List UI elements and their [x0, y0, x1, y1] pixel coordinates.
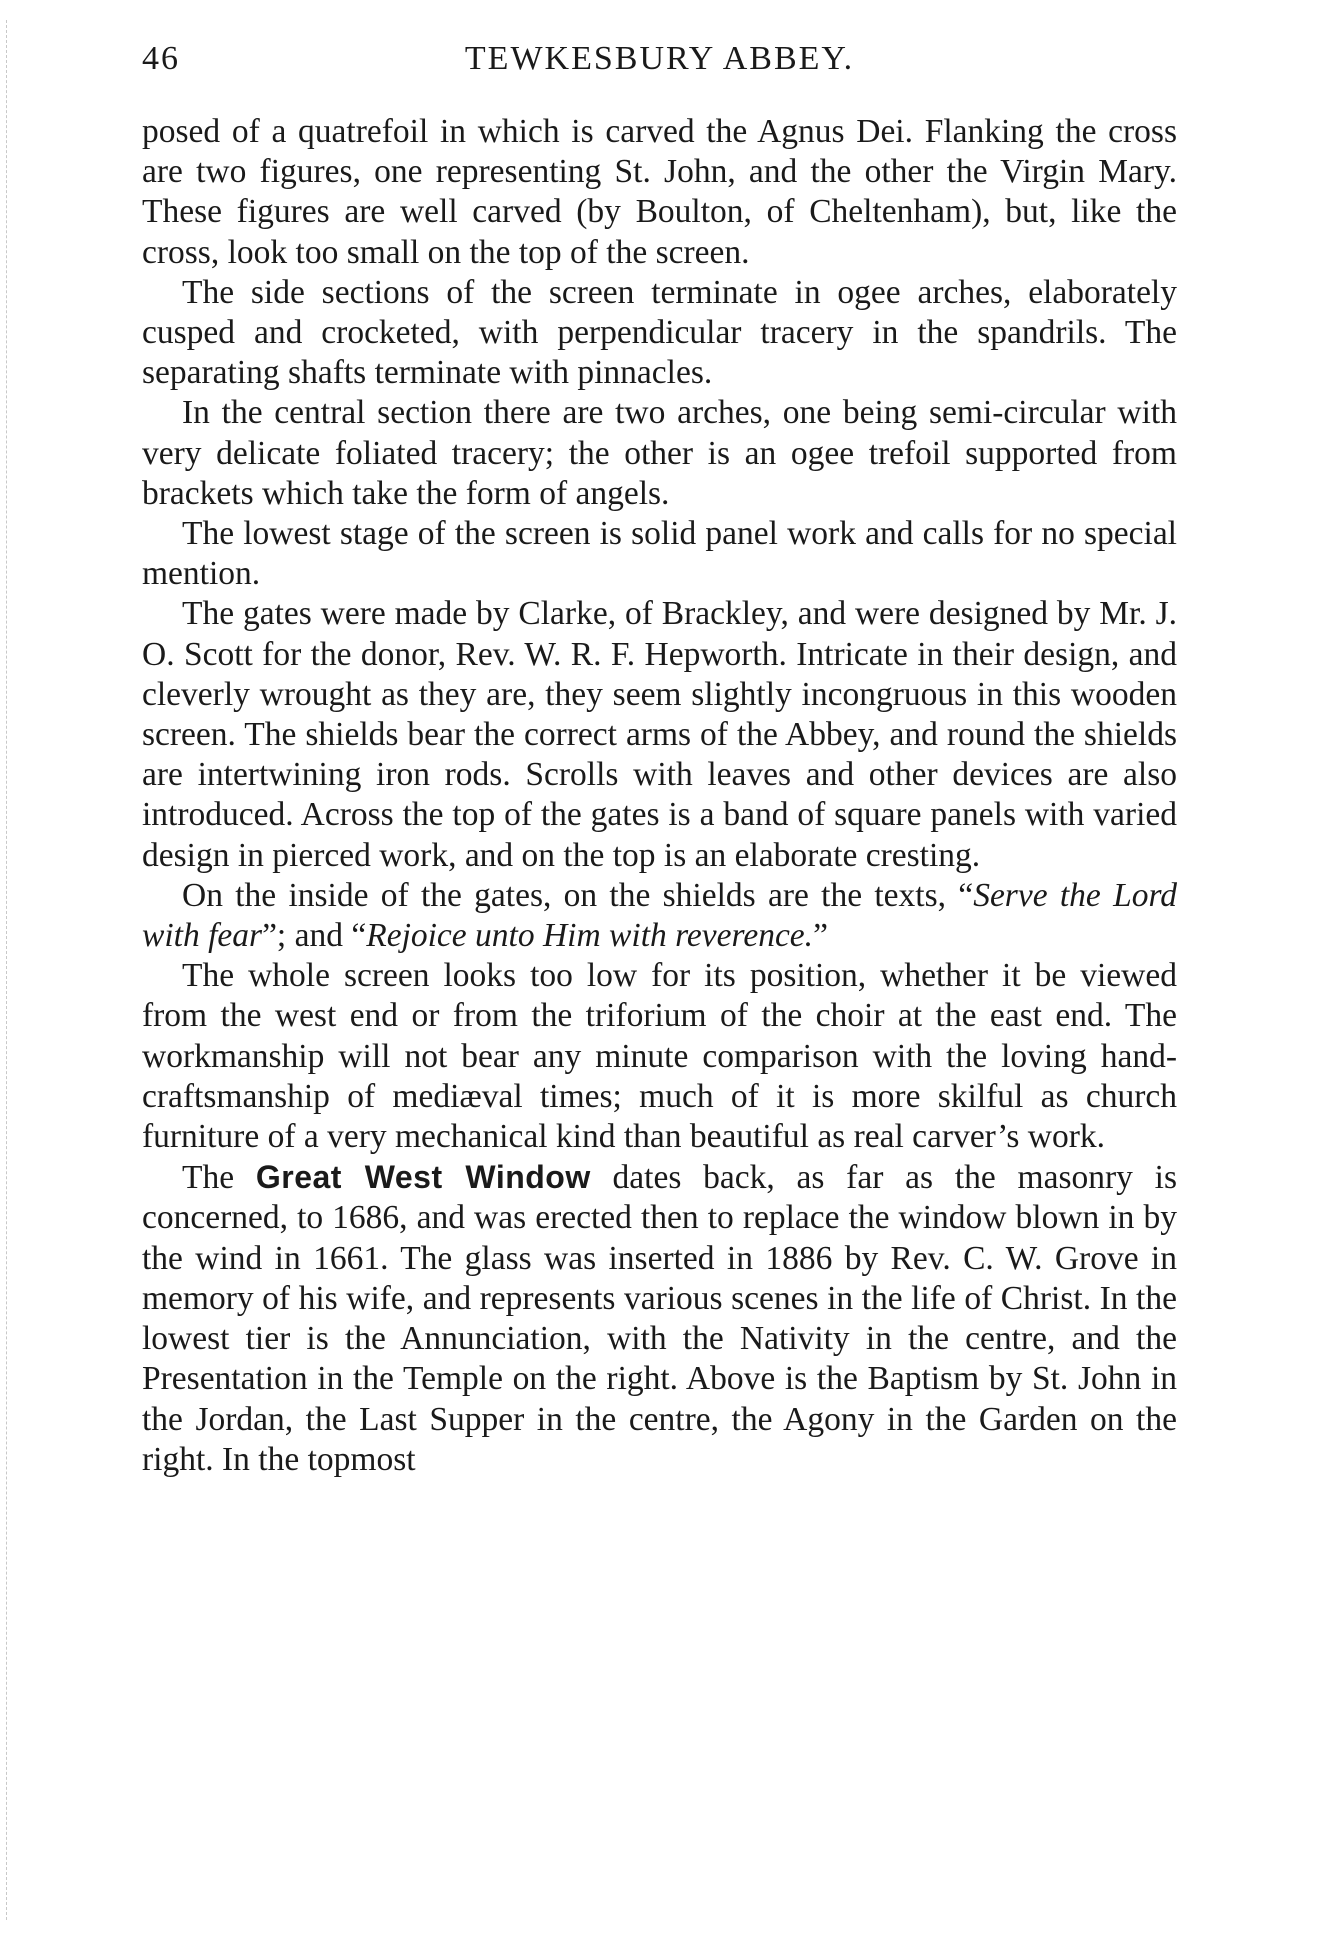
body-text — [142, 112, 1177, 1480]
paragraph-central-section: In the central section there are two arches, one being semi-circular with very delicate foliated tracery; the other is an ogee trefoil supported from brackets which take the form of angels. — [142, 394, 1177, 512]
paragraph-side-sections: The side sections of the screen terminate in ogee arches, elaborately cusped and crocketed, with perpendicular tracery in the spandrils. The separating shafts terminate with pinnacles. — [142, 273, 1177, 392]
page-edge-line — [6, 20, 7, 1920]
gate-texts-intro: On the inside of the gates, on the shields are the texts, “ — [182, 876, 974, 914]
paragraph-continuation: posed of a quatrefoil in which is carved the Agnus Dei. Flanking the cross are two figures, one representing St. John, and the other the Virgin Mary. These figures are well carved (by Boulton, of Cheltenham), but, like the cross, look too small on the top of the screen. — [142, 113, 1177, 271]
running-title: TEWKESBURY ABBEY. — [464, 40, 855, 77]
paragraph-gates: The gates were made by Clarke, of Brackley, and were designed by Mr. J. O. Scott for the donor, Rev. W. R. F. Hepworth. Intricate in their design, and cleverly wrought as they are, they seem slightly incongruous in this wooden screen. The shields bear the correct arms of the Abbey, and round the shields are intertwining iron rods. Scrolls with leaves and other devices are also introduced. Across the top of the gates is a band of square panels with varied design in pierced work, and on the top is an elaborate cresting. — [142, 595, 1177, 874]
paragraph-lowest-stage: The lowest stage of the screen is solid panel work and calls for no special mention. — [142, 515, 1177, 593]
page-number: 46 — [142, 40, 180, 77]
quote-serve-the-lord: Serve the Lord with fear — [142, 876, 1178, 955]
quote-rejoice-unto-him: Rejoice unto Him with reverence. — [366, 917, 814, 955]
paragraph-whole-screen: The whole screen looks too low for its position, whether it be viewed from the west end or from the triforium of the choir at the east end. The workmanship will not bear any minute comparison with the loving hand-craftsmanship of mediæval times; much of it is more skilful as church furniture of a very mechanical kind than beautiful as real carver’s work. — [142, 957, 1177, 1156]
section-heading-great-west-window: Great West Window — [255, 1159, 591, 1196]
gate-texts-conjunction: ”; and “ — [262, 917, 367, 955]
paragraph-great-west-window — [142, 1157, 1177, 1480]
gate-texts-close: ” — [813, 917, 828, 955]
page-header — [142, 40, 1177, 84]
paragraph-gate-texts — [142, 876, 1177, 956]
window-lead-word: The — [182, 1159, 256, 1197]
window-description: dates back, as far as the masonry is concerned, to 1686, and was erected then to replace the window blown in by the wind in 1661. The glass was inserted in 1886 by Rev. C. W. Grove in memory of his wife, and represents various scenes in the life of Christ. In the lowest tier is the Annunciation, with the Nativity in the centre, and the Presentation in the Temple on the right. Above is the Baptism by St. John in the Jordan, the Last Supper in the centre, the Agony in the Garden on the right. In the topmost — [142, 1159, 1177, 1478]
